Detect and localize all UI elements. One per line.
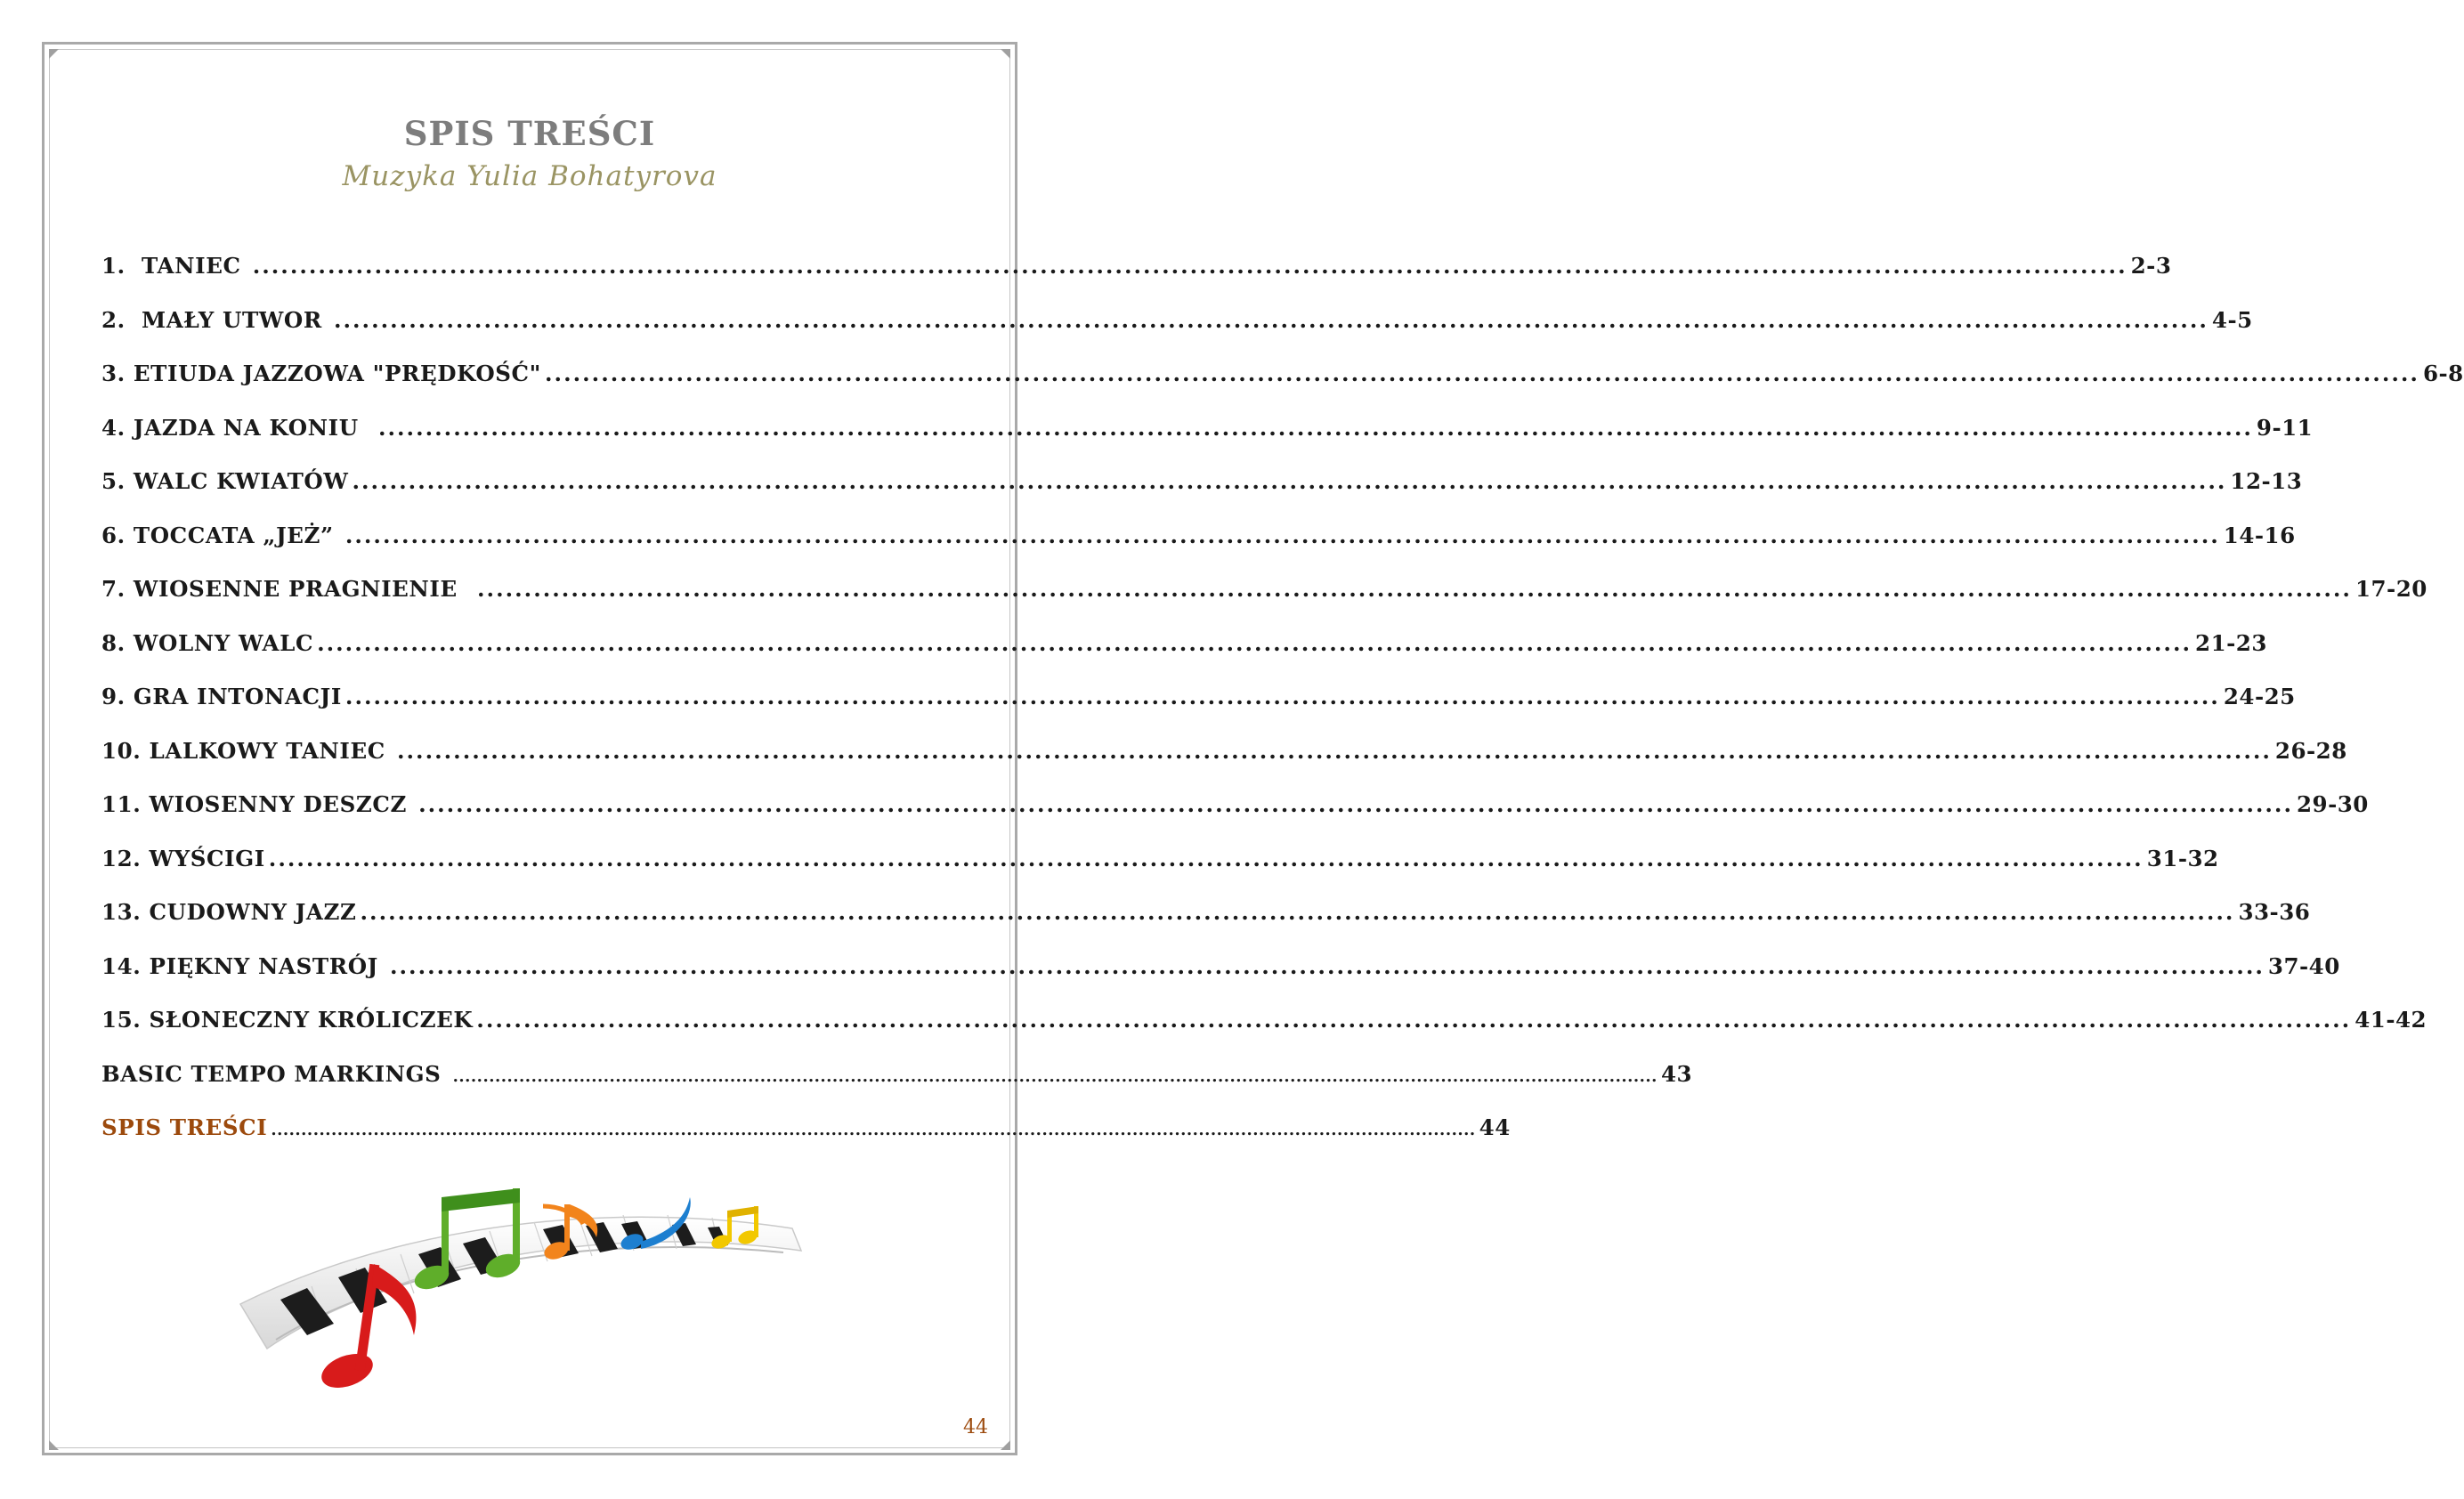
toc-entry[interactable] <box>101 1007 2428 1061</box>
toc-entry[interactable] <box>101 253 2172 307</box>
toc-entry-title: 7. WIOSENNE PRAGNIENIE <box>101 576 474 602</box>
toc-entry-page: 4-5 <box>2211 306 2253 333</box>
toc-entry[interactable] <box>101 414 2314 469</box>
toc-entry-page: 33-36 <box>2238 899 2311 925</box>
leader-dots: ........................................................................................................................................................................................................ <box>397 737 2272 764</box>
toc-entry-page: 43 <box>1660 1060 1693 1087</box>
toc-entry[interactable] <box>101 1060 1693 1115</box>
toc-entry[interactable] <box>101 684 2296 738</box>
leader-dots: ........................................................................................................................................................................................................ <box>545 361 2419 386</box>
toc-entry-page: 44 <box>1479 1114 1511 1140</box>
table-of-contents <box>101 253 2464 1169</box>
leader-dots: ........................................................................................................................................................................................................ <box>476 1007 2352 1033</box>
toc-entry-page: 6-8 <box>2422 361 2464 386</box>
toc-entry-title: 8. WOLNY WALC <box>101 629 314 656</box>
leader-dots: ........................................................................................................................................................................................................ <box>333 306 2209 333</box>
corner-ornament-top-left <box>49 49 59 59</box>
toc-entry-current[interactable] <box>101 1114 1511 1169</box>
leader-dots: ........................................................................................................................................................................................................ <box>268 845 2144 871</box>
toc-entry-page: 37-40 <box>2267 952 2340 979</box>
corner-ornament-bottom-right <box>1001 1440 1010 1450</box>
toc-entry-title: 5. WALC KWIATÓW <box>101 468 349 494</box>
toc-entry-page: 29-30 <box>2296 791 2369 817</box>
toc-entry[interactable] <box>101 737 2347 792</box>
corner-ornament-top-right <box>1001 49 1010 59</box>
leader-dots: ........................................................................................................................................................................................................ <box>352 468 2227 494</box>
page-subtitle: Muzyka Yulia Bohatyrova <box>342 160 717 192</box>
toc-entry-title: BASIC TEMPO MARKINGS <box>101 1060 450 1087</box>
leader-dots: ........................................................................................................................................................................................................ <box>252 253 2128 279</box>
page-title: SPIS TREŚCI <box>403 114 656 153</box>
toc-entry-title: 13. CUDOWNY JAZZ <box>101 899 357 925</box>
toc-entry-title: 1. TANIEC <box>101 253 249 279</box>
leader-dots: ........................................................................................................................................................................................................ <box>389 952 2265 979</box>
toc-entry[interactable] <box>101 791 2369 846</box>
leader-dots: ........................................................................................................................................................................................................ <box>344 684 2220 709</box>
toc-entry-title: 12. WYŚCIGI <box>101 845 265 871</box>
toc-entry-page: 9-11 <box>2256 414 2314 441</box>
toc-entry[interactable] <box>101 899 2311 953</box>
toc-entry-page: 2-3 <box>2130 253 2172 279</box>
leader-dots: ........................................................................................................................................................................................................ <box>360 899 2235 925</box>
toc-entry-title: 10. LALKOWY TANIEC <box>101 737 393 764</box>
leader-dots: ........................................................................................................................................................................................................ <box>271 1121 1476 1139</box>
leader-dots: ........................................................................................................................................................................................................ <box>452 1066 1658 1086</box>
toc-entry[interactable] <box>101 845 2219 900</box>
toc-entry-title: 2. MAŁY UTWOR <box>101 306 330 333</box>
toc-entry-title: 15. SŁONECZNY KRÓLICZEK <box>101 1007 474 1033</box>
toc-entry-page: 21-23 <box>2195 629 2267 656</box>
toc-entry[interactable] <box>101 468 2303 523</box>
leader-dots: ........................................................................................................................................................................................................ <box>418 791 2293 817</box>
leader-dots: ........................................................................................................................................................................................................ <box>477 576 2352 602</box>
toc-entry-page: 31-32 <box>2146 845 2219 871</box>
toc-entry[interactable] <box>101 522 2296 577</box>
toc-entry-title: 9. GRA INTONACJI <box>101 684 342 709</box>
toc-entry-title: 3. ETIUDA JAZZOWA "PRĘDKOŚĆ" <box>101 361 542 386</box>
toc-entry[interactable] <box>101 361 2464 415</box>
toc-entry-title: 11. WIOSENNY DESZCZ <box>101 791 416 817</box>
toc-entry-page: 26-28 <box>2274 737 2347 764</box>
corner-ornament-bottom-left <box>49 1440 59 1450</box>
leader-dots: ........................................................................................................................................................................................................ <box>377 414 2253 441</box>
toc-entry-title: 6. TOCCATA „JEŻ” <box>101 522 342 548</box>
toc-entry-page: 17-20 <box>2355 576 2428 602</box>
toc-entry-title: 4. JAZDA NA KONIU <box>101 414 375 441</box>
leader-dots: ........................................................................................................................................................................................................ <box>344 522 2220 548</box>
piano-music-notes-illustration <box>249 1179 819 1402</box>
toc-entry[interactable] <box>101 952 2340 1008</box>
toc-entry[interactable] <box>101 629 2267 685</box>
toc-entry-title: SPIS TREŚCI <box>101 1114 268 1140</box>
toc-entry-title: 14. PIĘKNY NASTRÓJ <box>101 952 386 979</box>
toc-entry[interactable] <box>101 576 2428 630</box>
page-number: 44 <box>963 1416 988 1438</box>
toc-entry-page: 12-13 <box>2230 468 2303 494</box>
toc-entry-page: 41-42 <box>2355 1007 2428 1033</box>
toc-entry-page: 14-16 <box>2223 522 2296 548</box>
toc-entry[interactable] <box>101 306 2253 361</box>
leader-dots: ........................................................................................................................................................................................................ <box>317 629 2192 656</box>
toc-entry-page: 24-25 <box>2223 684 2296 709</box>
